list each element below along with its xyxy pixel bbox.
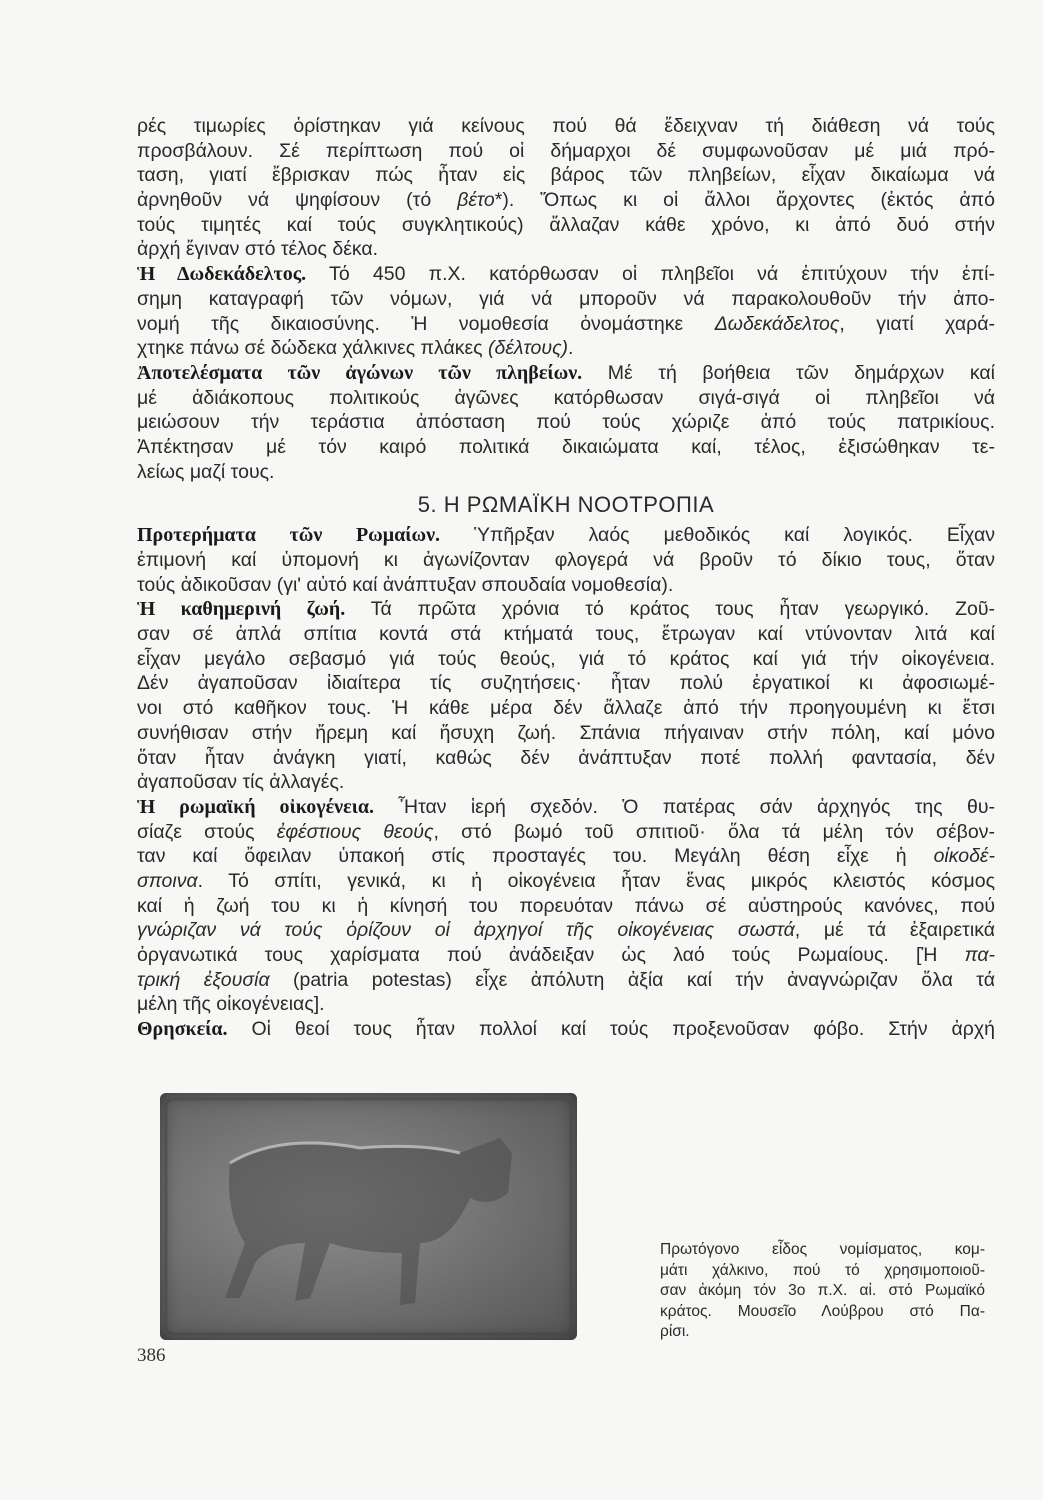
text-run: καί ἡ ζωή του κι ἡ κίνησή του πορευόταν πάνω σέ αὐστηρούς κανόνες, πού (137, 894, 995, 917)
text-line (137, 1017, 995, 1042)
text-run: συνήθισαν στήν ἤρεμη καί ἥσυχη ζωή. Σπάνια πήγαιναν στήν πόλη, καί μόνο (137, 721, 995, 744)
paragraph-title: Θρησκεία. (137, 1018, 228, 1041)
text-run: Μέ τή βοήθεια τῶν δημάρχων καί (582, 361, 995, 384)
paragraph-title: Ἀποτελέσματα τῶν ἀγώνων τῶν πληβείων. (137, 361, 583, 384)
text-line (137, 671, 995, 696)
text-run: Ἦταν ἱερή σχεδόν. Ὁ πατέρας σάν ἀρχηγός της θυ- (373, 795, 995, 818)
text-run: Δέν ἀγαποῦσαν ἰδιαίτερα τίς συζητήσεις· ἦταν πολύ ἐργατικοί κι ἀφοσιωμέ- (137, 672, 995, 695)
text-line (137, 943, 995, 968)
text-line (137, 287, 995, 312)
text-line (137, 262, 995, 287)
text-line (137, 992, 995, 1017)
bull-relief-icon (160, 1093, 577, 1340)
text-line (137, 114, 995, 139)
paragraph-title: Ἡ ρωμαϊκή οἰκογένεια. (137, 795, 374, 818)
text-run: τούς ἀδικοῦσαν (γι' αὐτό καί ἀνάπτυξαν σπουδαία νομοθεσία). (137, 573, 674, 596)
paragraph-title: Προτερήματα τῶν Ρωμαίων. (137, 524, 441, 547)
text-line (137, 844, 995, 869)
text-line (137, 573, 995, 598)
italic-term: γνώριζαν νά τούς ὁρίζουν οἱ ἀρχηγοί τῆς οἰκογένειας σωστά (137, 919, 795, 942)
body-text (137, 114, 995, 1042)
text-line (137, 820, 995, 845)
caption-line: κράτος. Μουσεῖο Λούβρου στό Πα- (660, 1302, 985, 1320)
paragraphs-after-heading (137, 523, 995, 1041)
text-run: σαν σέ ἁπλά σπίτια κοντά στά κτήματά τους, ἔτρωγαν καί ντύνονταν λιτά καί (137, 623, 995, 646)
text-run: μειώσουν τήν τεράστια ἀπόσταση πού τούς χώριζε ἀπό τούς πατρικίους. (137, 411, 995, 434)
paragraphs-before-heading (137, 114, 995, 484)
text-line (137, 188, 995, 213)
text-run: ἀρνηθοῦν νά ψηφίσουν (τό (137, 189, 458, 212)
text-run: σημη καταγραφή τῶν νόμων, γιά νά μποροῦν νά παρακολουθοῦν τήν ἀπο- (137, 287, 995, 310)
text-line (137, 213, 995, 238)
text-line (137, 622, 995, 647)
text-line (137, 410, 995, 435)
text-run: (patria potestas) εἶχε ἀπόλυτη ἀξία καί τήν ἀναγνώριζαν ὅλα τά (269, 968, 995, 991)
text-run: μέλη τῆς οἰκογένειας]. (137, 993, 325, 1016)
text-line (137, 361, 995, 386)
text-run: Οἱ θεοί τους ἦταν πολλοί καί τούς προξενοῦσαν φόβο. Στήν ἀρχή (227, 1018, 995, 1041)
text-line (137, 523, 995, 548)
caption-line: Πρωτόγονο εἶδος νομίσματος, κομ- (660, 1241, 985, 1258)
text-line (137, 597, 995, 622)
italic-term: (δέλτους) (487, 337, 569, 360)
text-run: προσβάλουν. Σέ περίπτωση πού οἱ δήμαρχοι δέ συμφωνοῦσαν μέ μιά πρό- (137, 139, 995, 162)
text-line (137, 139, 995, 164)
text-line (137, 163, 995, 188)
text-run: μέ ἀδιάκοπους πολιτικούς ἀγῶνες κατόρθωσαν σιγά-σιγά οἱ πληβεῖοι νά (137, 386, 995, 409)
text-line (137, 894, 995, 919)
text-run: . Τό σπίτι, γενικά, κι ἡ οἰκογένεια ἦταν ἕνας μικρός κλειστός κόσμος (197, 869, 995, 892)
italic-term: ἐφέστιους θεούς (276, 820, 434, 843)
text-line (137, 460, 995, 485)
text-line (137, 237, 995, 262)
text-line (137, 336, 995, 361)
caption-line: μάτι χάλκινο, πού τό χρησιμοποιοῦ- (660, 1261, 985, 1279)
text-line (137, 918, 995, 943)
text-line (137, 869, 995, 894)
text-run: Τό 450 π.Χ. κατόρθωσαν οἱ πληβεῖοι νά ἐπιτύχουν τήν ἐπί- (306, 263, 995, 286)
text-run: ταν καί ὄφειλαν ὑπακοή στίς προσταγές του. Μεγάλη θέση εἶχε ἡ (137, 845, 934, 868)
text-run: νομή τῆς δικαιοσύνης. Ἡ νομοθεσία ὀνομάστηκε (137, 312, 715, 335)
text-run: νοι στό καθῆκον τους. Ἡ κάθε μέρα δέν ἄλλαζε ἀπό τήν προηγουμένη κι ἔτσι (137, 697, 995, 720)
text-line (137, 721, 995, 746)
figure-caption (660, 1240, 985, 1343)
text-run: λείως μαζί τους. (137, 460, 275, 483)
italic-term: Δωδεκάδελτος (714, 312, 840, 335)
text-run: ἐπιμονή καί ὑπομονή κι ἀγωνίζονταν φλογερά νά βροῦν τό δίκιο τους, ὅταν (137, 549, 995, 571)
text-line (137, 770, 995, 795)
page-number: 386 (137, 1345, 166, 1366)
italic-term: οἰκοδέ- (933, 845, 995, 868)
text-run: Ἀπέκτησαν μέ τόν καιρό πολιτικά δικαιώματα καί, τέλος, ἐξισώθηκαν τε- (137, 435, 995, 458)
text-line (137, 386, 995, 411)
text-run: Ὑπῆρξαν λαός μεθοδικός καί λογικός. Εἶχαν (440, 524, 995, 547)
text-run: ὀργανωτικά τους χαρίσματα πού ἀνάδειξαν ὡς λαό τούς Ρωμαίους. [Ἡ (137, 944, 965, 966)
text-run: . (568, 337, 574, 360)
paragraph-title: Ἡ καθημερινή ζωή. (137, 598, 346, 621)
text-run: ὅταν ἦταν ἀνάγκη γιατί, καθώς δέν ἀνάπτυξαν ποτέ πολλή φαντασία, δέν (137, 746, 995, 769)
text-run: , μέ τά ἐξαιρετικά (794, 919, 995, 942)
text-line (137, 795, 995, 820)
text-line (137, 312, 995, 337)
text-run: ἀρχή ἔγιναν στό τέλος δέκα. (137, 238, 379, 261)
text-run: εἶχαν μεγάλο σεβασμό γιά τούς θεούς, γιά τό κράτος καί γιά τήν οἰκογένεια. (137, 647, 995, 670)
text-line (137, 647, 995, 672)
text-line (137, 548, 995, 573)
text-run: , γιατί χαρά- (839, 312, 995, 335)
italic-term: πα- (964, 944, 995, 966)
section-heading: 5. Η ΡΩΜΑΪΚΗ ΝΟΟΤΡΟΠΙΑ (417, 492, 715, 518)
text-line (137, 696, 995, 721)
text-run: ταση, γιατί ἔβρισκαν πώς ἦταν εἰς βάρος τῶν πληβείων, εἶχαν δικαίωμα νά (137, 164, 995, 187)
caption-line: ρίσι. (660, 1323, 690, 1340)
text-run: ρές τιμωρίες ὁρίστηκαν γιά κείνους πού θά ἔδειχναν τή διάθεση νά τούς (137, 115, 995, 137)
text-run: Τά πρῶτα χρόνια τό κράτος τους ἦταν γεωργικό. Ζοῦ- (345, 598, 995, 621)
text-run: σίαζε στούς (137, 820, 277, 843)
text-run: ἀγαποῦσαν τίς ἀλλαγές. (137, 771, 345, 794)
italic-term: σποινα (137, 869, 198, 892)
italic-term: βέτο (457, 189, 495, 212)
caption-line: σαν ἀκόμη τόν 3ο π.Χ. αἰ. στό Ρωμαϊκό (660, 1282, 985, 1299)
text-line (137, 435, 995, 460)
italic-term: τρική ἐξουσία (137, 968, 270, 991)
text-line (137, 746, 995, 771)
paragraph-title: Ἡ Δωδεκάδελτος. (137, 263, 307, 286)
text-run: *). Ὅπως κι οἱ ἄλλοι ἄρχοντες (ἐκτός ἀπό (494, 189, 995, 212)
bronze-ingot-bull-image (160, 1093, 577, 1340)
text-run: τούς τιμητές καί τούς συγκλητικούς) ἄλλαζαν κάθε χρόνο, κι ἀπό δυό στήν (137, 213, 995, 236)
text-run: χτηκε πάνω σέ δώδεκα χάλκινες πλάκες (137, 337, 488, 360)
text-run: , στό βωμό τοῦ σπιτιοῦ· ὅλα τά μέλη τόν σέβον- (433, 820, 995, 843)
text-line (137, 968, 995, 993)
